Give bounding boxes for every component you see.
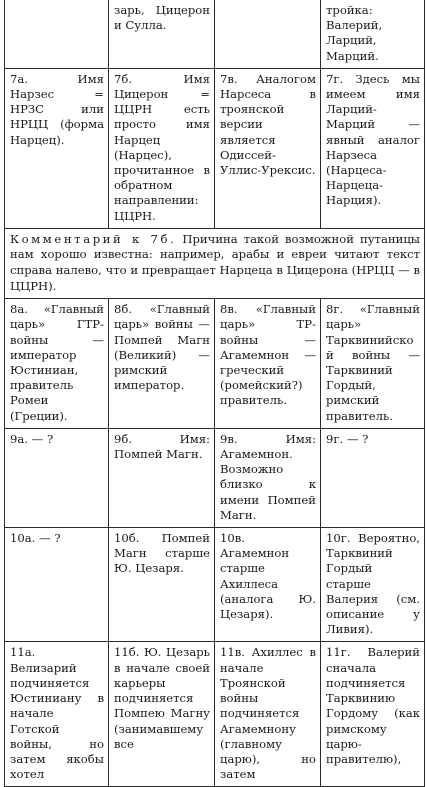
cell-text: 7г. Здесь мы имеем имя Ларций-Марций — явный аналог Нарзеса (Нарцеса-Нарцеца-Нарция). [326,71,420,208]
cell-text: 11б. Ю. Цезарь в начале своей карьеры подчиняется Помпею Магну (занимавшему все [114,645,210,751]
table-row [5,0,425,68]
table-cell [5,428,109,527]
table-cell [5,299,109,429]
cell-text: 8а. «Главный царь» ГТР-войны — император Юстиниан, правитель Ромеи (Греции). [10,302,104,423]
table-row [5,68,425,228]
cell-text: 7в. Аналогом Нарсеса в троянской версии является Одиссей-Уллис-Урексис. [220,71,316,178]
table-cell [5,642,109,787]
table-cell [5,0,109,68]
table-cell [215,299,321,429]
cell-text: 9в. Имя: Агамемнон. Возможно близко к имени Помпей Магн. [220,431,316,522]
table-cell [321,642,425,787]
cell-text: 9г. — ? [326,431,369,446]
comment-label: Комментарий к 7б. [10,231,177,246]
cell-text: 9а. — ? [10,431,54,446]
cell-text: 8г. «Главный царь» Тарквинийской войны — Тарквиний Гордый, римский правитель. [326,302,420,423]
cell-text: 7а. Имя Нарзес = НРЗС или НРЦЦ (форма Нарцец). [10,71,104,147]
table-cell [109,428,215,527]
cell-text: 8б. «Главный царь» войны — Помпей Магн (Великий) — римский император. [114,302,210,393]
cell-text: тройка: Валерий, Ларций, Марций. [326,3,383,63]
table-row [5,642,425,787]
table-cell [321,0,425,68]
cell-text: 10в. Агамемнон старше Ахиллеса (аналога Ю. Цезаря). [220,531,316,622]
table-body-after [5,299,425,787]
comment-section [5,228,425,298]
table-cell [215,0,321,68]
table-cell [109,642,215,787]
cell-text: зарь, Цицерон и Сулла. [114,3,210,33]
comment-row [5,228,425,298]
cell-text: 8в. «Главный царь» ТР-войны — Агамемнон — греческий (ромейский?) правитель. [220,302,316,408]
table-cell [109,528,215,642]
cell-text: 10а. — ? [10,531,61,546]
table-cell [215,528,321,642]
cell-text: 10б. Помпей Магн старше Ю. Цезаря. [114,531,210,576]
comment-cell [5,228,425,298]
table-row [5,299,425,429]
table-body-before [5,0,425,228]
document-page [4,0,424,782]
table-cell [5,528,109,642]
cell-text: 11а. Велизарий подчиняется Юстиниану в начале Готской войны, но затем якобы хотел [10,645,104,782]
table-cell [215,428,321,527]
table-cell [109,0,215,68]
cell-text: 11в. Ахиллес в начале Троянской войны подчиняется Агамемнону (главному царю), но затем [220,645,316,782]
table-cell [321,428,425,527]
table-row [5,528,425,642]
table-cell [321,299,425,429]
cell-text: 11г. Валерий сначала подчиняется Тарквинию Гордому (как римскому царю-правителю), [326,645,420,766]
cell-text: 10г. Вероятно, Тарквиний Гордый старше Валерия (см. описание у Ливия). [326,531,420,637]
comment-text: Причина такой возможной путаницы нам хорошо известна: например, арабы и евреи читают текст справа налево, что и превращает Нарцеца в Цицерона (НРЦЦ — в ЦЦРН). [10,231,421,293]
table-cell [109,299,215,429]
table-cell [215,68,321,228]
table-cell [5,68,109,228]
table-cell [215,642,321,787]
table-cell [321,68,425,228]
table-row [5,428,425,527]
table-cell [321,528,425,642]
table-cell [109,68,215,228]
cell-text: 9б. Имя: Помпей Магн. [114,431,210,462]
cell-text: 7б. Имя Цицерон = ЦЦРН есть просто имя Нарцец (Нарцес), прочитанное в обратном направлении: ЦЦРН. [114,71,210,223]
comparison-table [4,0,425,787]
